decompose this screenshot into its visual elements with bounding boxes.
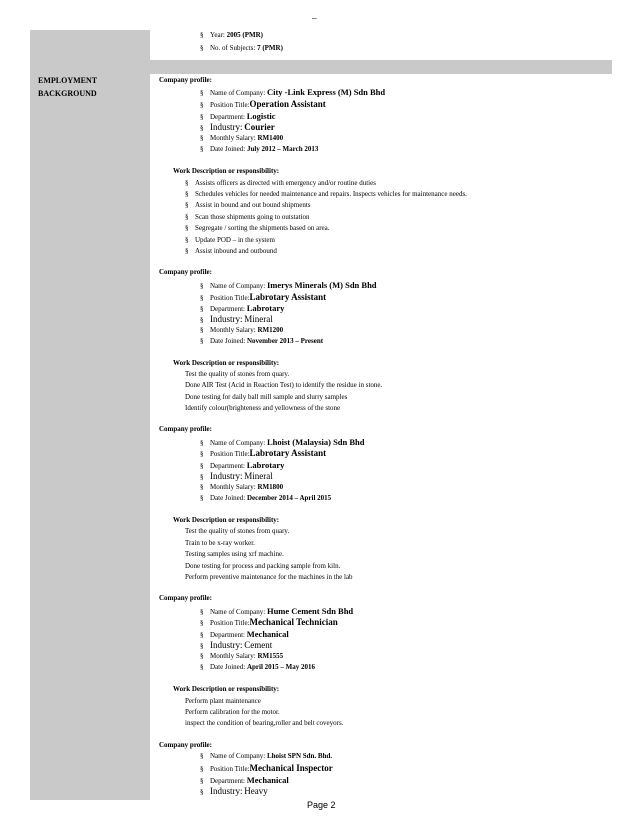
bullet-icon: §: [200, 631, 204, 639]
company-heading: Company profile:: [159, 741, 212, 749]
duty-item: Done testing for daily ball mill sample and slurry samples: [185, 393, 348, 401]
bullet-icon: §: [185, 213, 189, 221]
position-title: § Position Title:Labrotary Assistant: [200, 292, 327, 302]
industry: § Industry: Courier: [200, 122, 275, 132]
duty-item: Perform calibration for the motor.: [185, 708, 280, 716]
subjects-value: 7 (PMR): [257, 44, 283, 52]
company-name: § Name of Company: Imerys Minerals (M) Sdn Bhd: [200, 280, 377, 290]
duty-item: § Assists officers as directed with emergency and/or routine duties: [185, 179, 376, 187]
monthly-salary: § Monthly Salary: RM1400: [200, 134, 284, 142]
date-joined: § Date Joined: November 2013 – Present: [200, 337, 324, 345]
department: § Department: Logistic: [200, 111, 276, 121]
duty-item: § Segregate / sorting the shipments based on area.: [185, 224, 330, 232]
bullet-icon: §: [200, 326, 204, 334]
duty-item: § Scan those shipments going to outstation: [185, 213, 310, 221]
duty-item: Identify colour(brighteness and yellowness of the stone: [185, 404, 341, 412]
education-subjects: [200, 44, 283, 52]
bullet-icon: §: [200, 642, 204, 650]
year-value: 2005 (PMR): [226, 31, 263, 39]
duty-item: Test the quality of stones from quary.: [185, 370, 290, 378]
work-heading: Work Description or responsibility:: [173, 516, 280, 524]
bullet-icon: §: [200, 608, 204, 616]
duty-item: Testing samples using xrf machine.: [185, 550, 284, 558]
position-title: § Position Title:Mechanical Technician: [200, 617, 338, 627]
bullet-icon: §: [200, 462, 204, 470]
duty-item: § Schedules vehicles for needed maintenance and repairs. Inspects vehicles for maintenance needs.: [185, 190, 467, 198]
bullet-icon: §: [200, 316, 204, 324]
company-name: § Name of Company: City -Link Express (M) Sdn Bhd: [200, 87, 386, 97]
year-label: Year:: [210, 31, 225, 39]
bullet-icon: §: [200, 663, 204, 671]
section-label-employment: EMPLOYMENT: [38, 76, 98, 85]
bullet-icon: §: [200, 124, 204, 132]
monthly-salary: § Monthly Salary: RM1555: [200, 652, 284, 660]
department: § Department: Mechanical: [200, 629, 289, 639]
duty-item: § Assist inbound and outbound: [185, 247, 277, 255]
duty-item: inspect the condition of bearing,roller and belt coveyors.: [185, 719, 344, 727]
industry: § Industry: Cement: [200, 640, 273, 650]
bullet-icon: §: [200, 652, 204, 660]
bullet-icon: §: [200, 113, 204, 121]
bullet-icon: §: [200, 777, 204, 785]
company-name: § Name of Company: Hume Cement Sdn Bhd: [200, 606, 354, 616]
bullet-icon: §: [200, 282, 204, 290]
industry: § Industry: Mineral: [200, 314, 273, 324]
duty-item: Train to be x-ray worker.: [185, 539, 255, 547]
bullet-icon: §: [200, 294, 204, 302]
bullet-icon: §: [200, 494, 204, 502]
left-column-shade: [30, 30, 150, 800]
duty-item: Test the quality of stones from quary.: [185, 527, 290, 535]
company-heading: Company profile:: [159, 268, 212, 276]
bullet-icon: §: [200, 619, 204, 627]
bullet-icon: §: [200, 134, 204, 142]
duty-item: Done AIR Test (Acid in Reaction Test) to identify the residue in stone.: [185, 381, 383, 389]
section-label-background: BACKGROUND: [38, 89, 97, 98]
company-heading: Company profile:: [159, 425, 212, 433]
bullet-icon: §: [185, 247, 189, 255]
bullet-icon: §: [185, 224, 189, 232]
bullet-icon: §: [200, 450, 204, 458]
work-heading: Work Description or responsibility:: [173, 685, 280, 693]
bullet-icon: §: [200, 89, 204, 97]
bullet-icon: §: [185, 179, 189, 187]
bullet-icon: §: [185, 236, 189, 244]
date-joined: § Date Joined: April 2015 – May 2016: [200, 663, 315, 671]
bullet-icon: §: [200, 765, 204, 773]
position-title: § Position Title:Labrotary Assistant: [200, 448, 327, 458]
company-heading: Company profile:: [159, 594, 212, 602]
bullet-icon: §: [200, 31, 204, 39]
subjects-label: No. of Subjects:: [210, 44, 256, 52]
date-joined: § Date Joined: July 2012 – March 2013: [200, 145, 319, 153]
bullet-icon: §: [200, 145, 204, 153]
bullet-icon: §: [200, 337, 204, 345]
monthly-salary: § Monthly Salary: RM1800: [200, 483, 284, 491]
department: § Department: Labrotary: [200, 303, 285, 313]
position-title: § Position Title:Operation Assistant: [200, 99, 326, 109]
education-year: [200, 31, 263, 39]
duty-item: Perform preventive maintenance for the machines in the lab: [185, 573, 353, 581]
bullet-icon: §: [200, 305, 204, 313]
page-number: Page 2: [307, 800, 336, 810]
monthly-salary: § Monthly Salary: RM1200: [200, 326, 284, 334]
company-heading: Company profile:: [159, 76, 212, 84]
duty-item: § Assist in bound and out bound shipments: [185, 201, 311, 209]
bullet-icon: §: [200, 752, 204, 760]
duty-item: Done testing for process and packing sample from kiln.: [185, 562, 341, 570]
industry: § Industry: Mineral: [200, 471, 273, 481]
industry: § Industry: Heavy: [200, 786, 268, 796]
department: § Department: Mechanical: [200, 775, 289, 785]
bullet-icon: §: [200, 788, 204, 796]
section-separator-bar: [30, 60, 612, 74]
position-title: § Position Title:Mechanical Inspector: [200, 763, 333, 773]
work-heading: Work Description or responsibility:: [173, 359, 280, 367]
bullet-icon: §: [185, 190, 189, 198]
duty-item: Perform plant maintenance: [185, 697, 261, 705]
bullet-icon: §: [200, 101, 204, 109]
company-name: § Name of Company: Lhoist SPN Sdn. Bhd.: [200, 752, 333, 760]
company-name: § Name of Company: Lhoist (Malaysia) Sdn Bhd: [200, 437, 365, 447]
bullet-icon: §: [200, 473, 204, 481]
bullet-icon: §: [200, 44, 204, 52]
work-heading: Work Description or responsibility:: [173, 167, 280, 175]
bullet-icon: §: [200, 483, 204, 491]
bullet-icon: §: [200, 439, 204, 447]
duty-item: § Update POD – in the system: [185, 236, 275, 244]
bullet-icon: §: [185, 201, 189, 209]
date-joined: § Date Joined: December 2014 – April 2015: [200, 494, 332, 502]
department: § Department: Labrotary: [200, 460, 285, 470]
header-mark: _: [312, 10, 317, 20]
